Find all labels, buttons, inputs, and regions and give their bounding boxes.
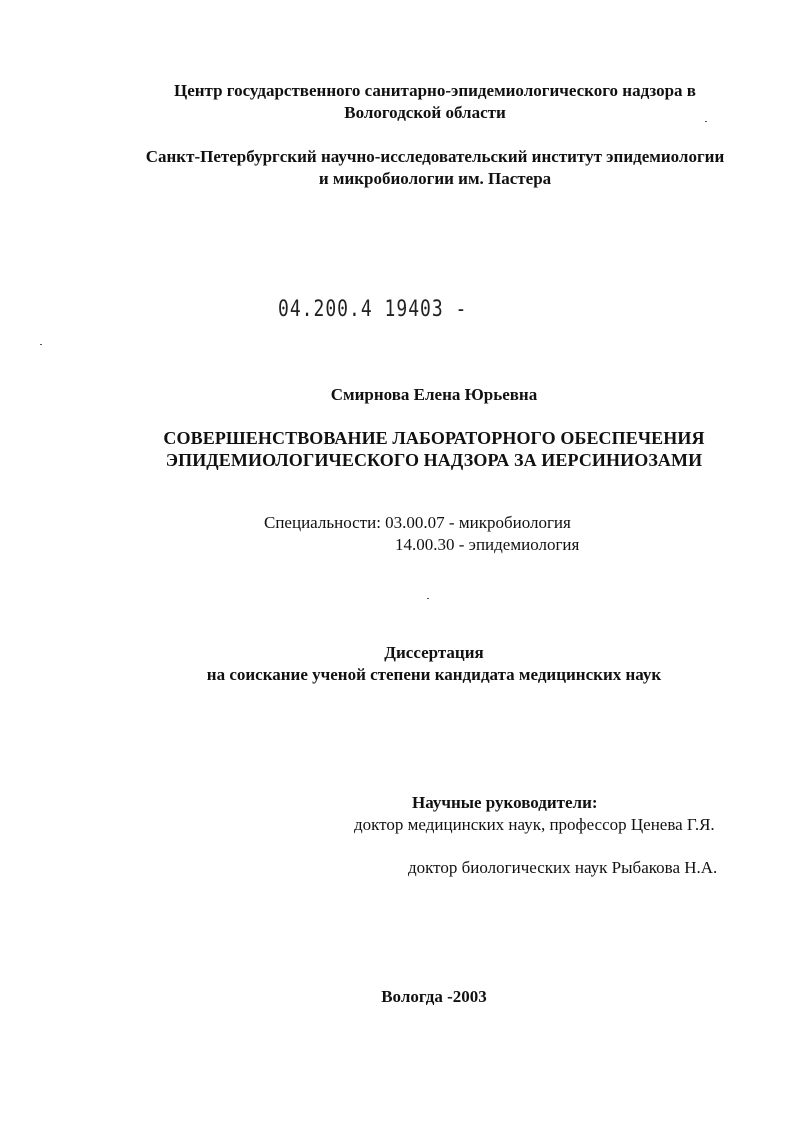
registration-stamp-number: 04.200.4 19403 -: [278, 296, 468, 323]
scan-speck: [40, 344, 42, 345]
city-year: Вологда -2003: [381, 987, 487, 1006]
author-name: Смирнова Елена Юрьевна: [330, 385, 538, 404]
scan-speck: [427, 598, 429, 599]
organization-2-line-1: Санкт-Петербургский научно-исследовательский институт эпидемиологии: [145, 147, 725, 166]
specialties-line-2: 14.00.30 - эпидемиология: [395, 535, 580, 554]
organization-2-line-2: и микробиологии им. Пастера: [318, 169, 552, 188]
supervisor-2: доктор биологических наук Рыбакова Н.А.: [408, 858, 718, 877]
organization-1-line-2: Вологодской области: [344, 103, 506, 122]
specialties-line-1: Специальности: 03.00.07 - микробиология: [264, 513, 571, 532]
dissertation-heading: Диссертация: [384, 643, 484, 662]
dissertation-subtitle: на соискание ученой степени кандидата медицинских наук: [206, 665, 662, 684]
organization-1-line-1: Центр государственного санитарно-эпидемиологического надзора в: [173, 81, 696, 100]
scan-speck: [705, 121, 707, 122]
supervisors-heading: Научные руководители:: [412, 793, 598, 812]
dissertation-title-line-2: ЭПИДЕМИОЛОГИЧЕСКОГО НАДЗОРА ЗА ИЕРСИНИОЗАМИ: [165, 450, 703, 470]
dissertation-title-line-1: СОВЕРШЕНСТВОВАНИЕ ЛАБОРАТОРНОГО ОБЕСПЕЧЕНИЯ: [163, 428, 705, 448]
supervisor-1: доктор медицинских наук, профессор Ценева Г.Я.: [354, 815, 715, 834]
